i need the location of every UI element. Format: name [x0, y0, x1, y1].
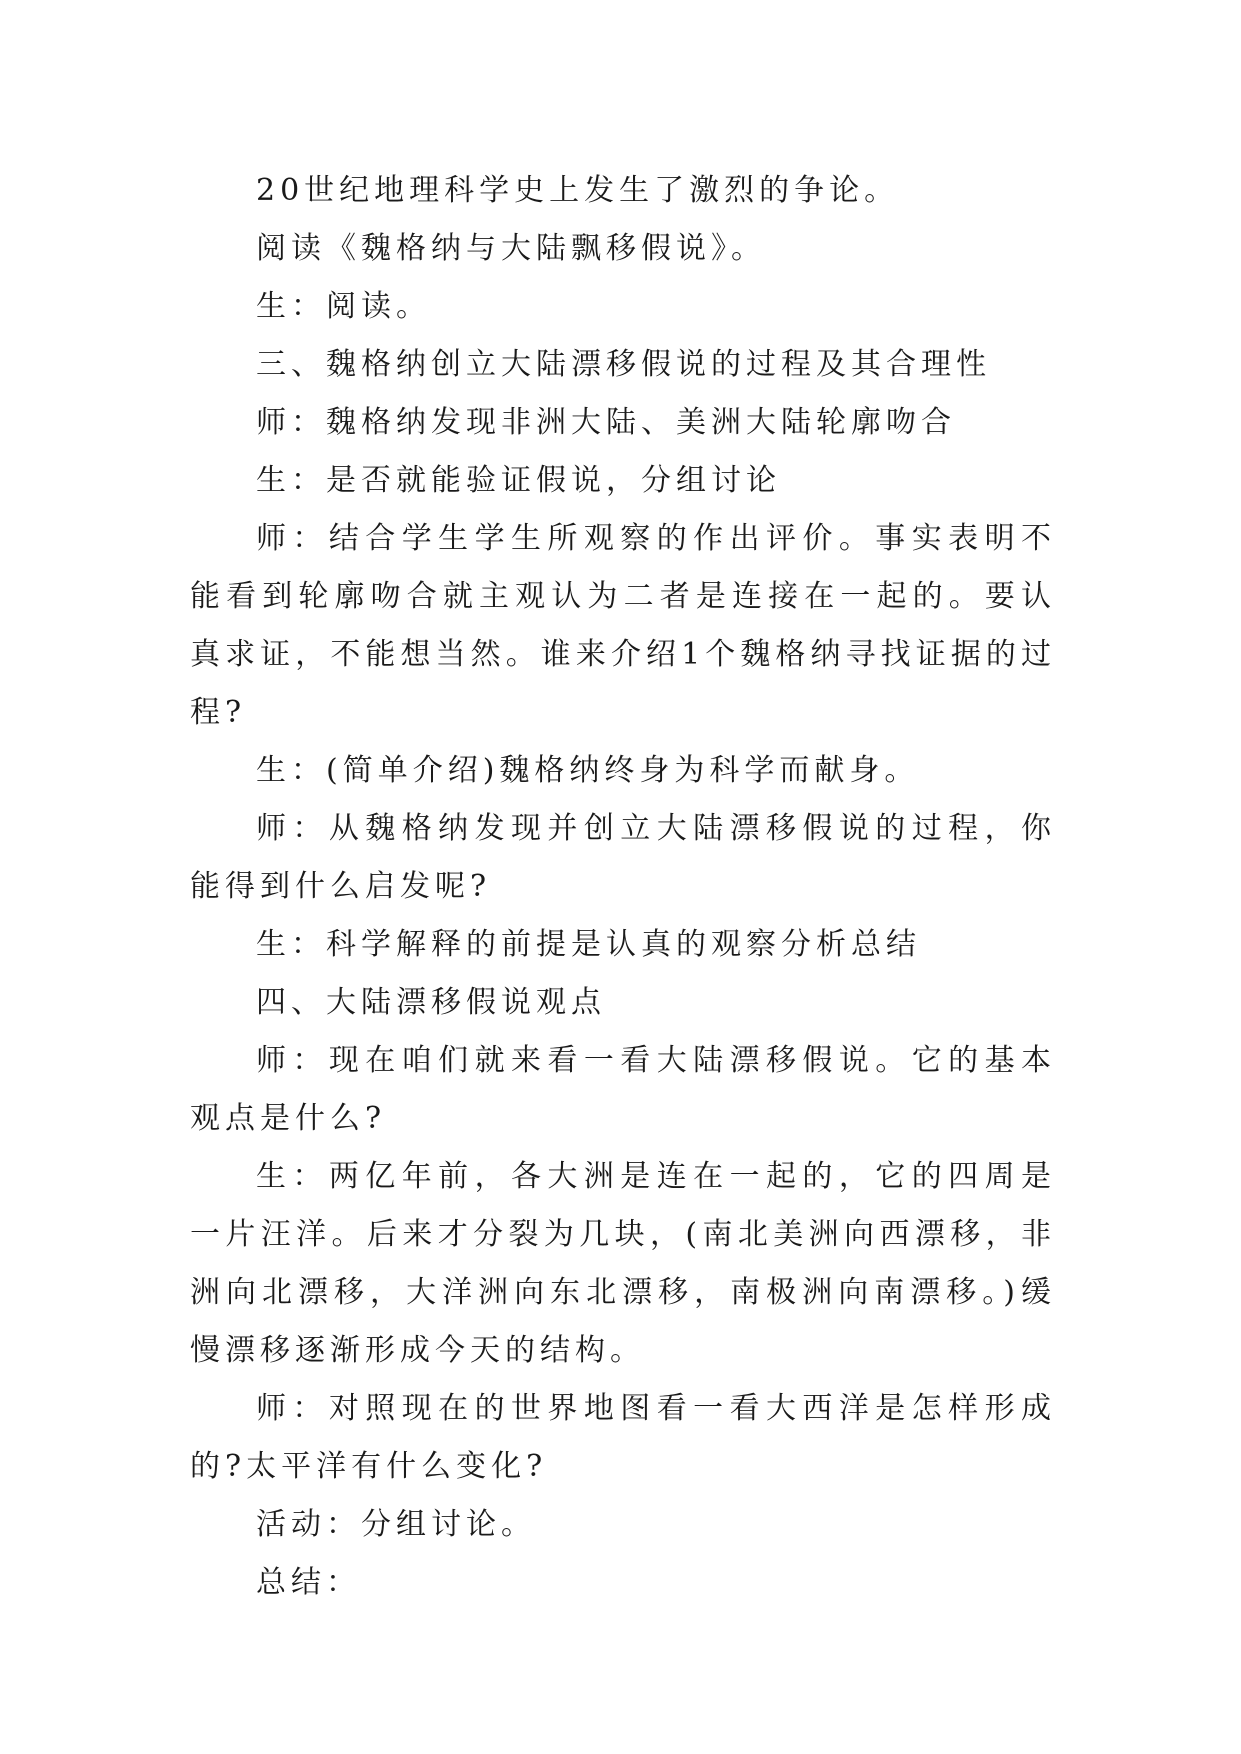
paragraph: 生：阅读。: [256, 289, 431, 324]
paragraph: 师：现在咱们就来看一看大陆漂移假说。它的基本观点是什么?: [190, 1043, 1056, 1136]
paragraph: 师：对照现在的世界地图看一看大西洋是怎样形成的?太平洋有什么变化?: [190, 1391, 1056, 1484]
paragraph: 总结：: [256, 1565, 361, 1600]
paragraph: 生：是否就能验证假说，分组讨论: [256, 463, 781, 498]
paragraph: 生：科学解释的前提是认真的观察分析总结: [256, 927, 921, 962]
paragraph: 师：结合学生学生所观察的作出评价。事实表明不能看到轮廓吻合就主观认为二者是连接在一起的。要认真求证，不能想当然。谁来介绍1个魏格纳寻找证据的过程?: [190, 521, 1056, 730]
section-heading: 三、魏格纳创立大陆漂移假说的过程及其合理性: [256, 347, 991, 382]
paragraph: 师：从魏格纳发现并创立大陆漂移假说的过程，你能得到什么启发呢?: [190, 811, 1056, 904]
paragraph: 生：两亿年前，各大洲是连在一起的，它的四周是一片汪洋。后来才分裂为几块，(南北美洲向西漂移，非洲向北漂移，大洋洲向东北漂移，南极洲向南漂移。)缓慢漂移逐渐形成今天的结构。: [190, 1159, 1056, 1368]
paragraph: 师：魏格纳发现非洲大陆、美洲大陆轮廓吻合: [256, 405, 956, 440]
paragraph: 生：(简单介绍)魏格纳终身为科学而献身。: [256, 753, 920, 788]
document-body: [190, 162, 1056, 1612]
paragraph: 阅读《魏格纳与大陆飘移假说》。: [256, 231, 766, 266]
section-heading: 四、大陆漂移假说观点: [256, 985, 606, 1020]
paragraph: 20世纪地理科学史上发生了激烈的争论。: [256, 173, 900, 208]
paragraph: 活动：分组讨论。: [256, 1507, 536, 1542]
